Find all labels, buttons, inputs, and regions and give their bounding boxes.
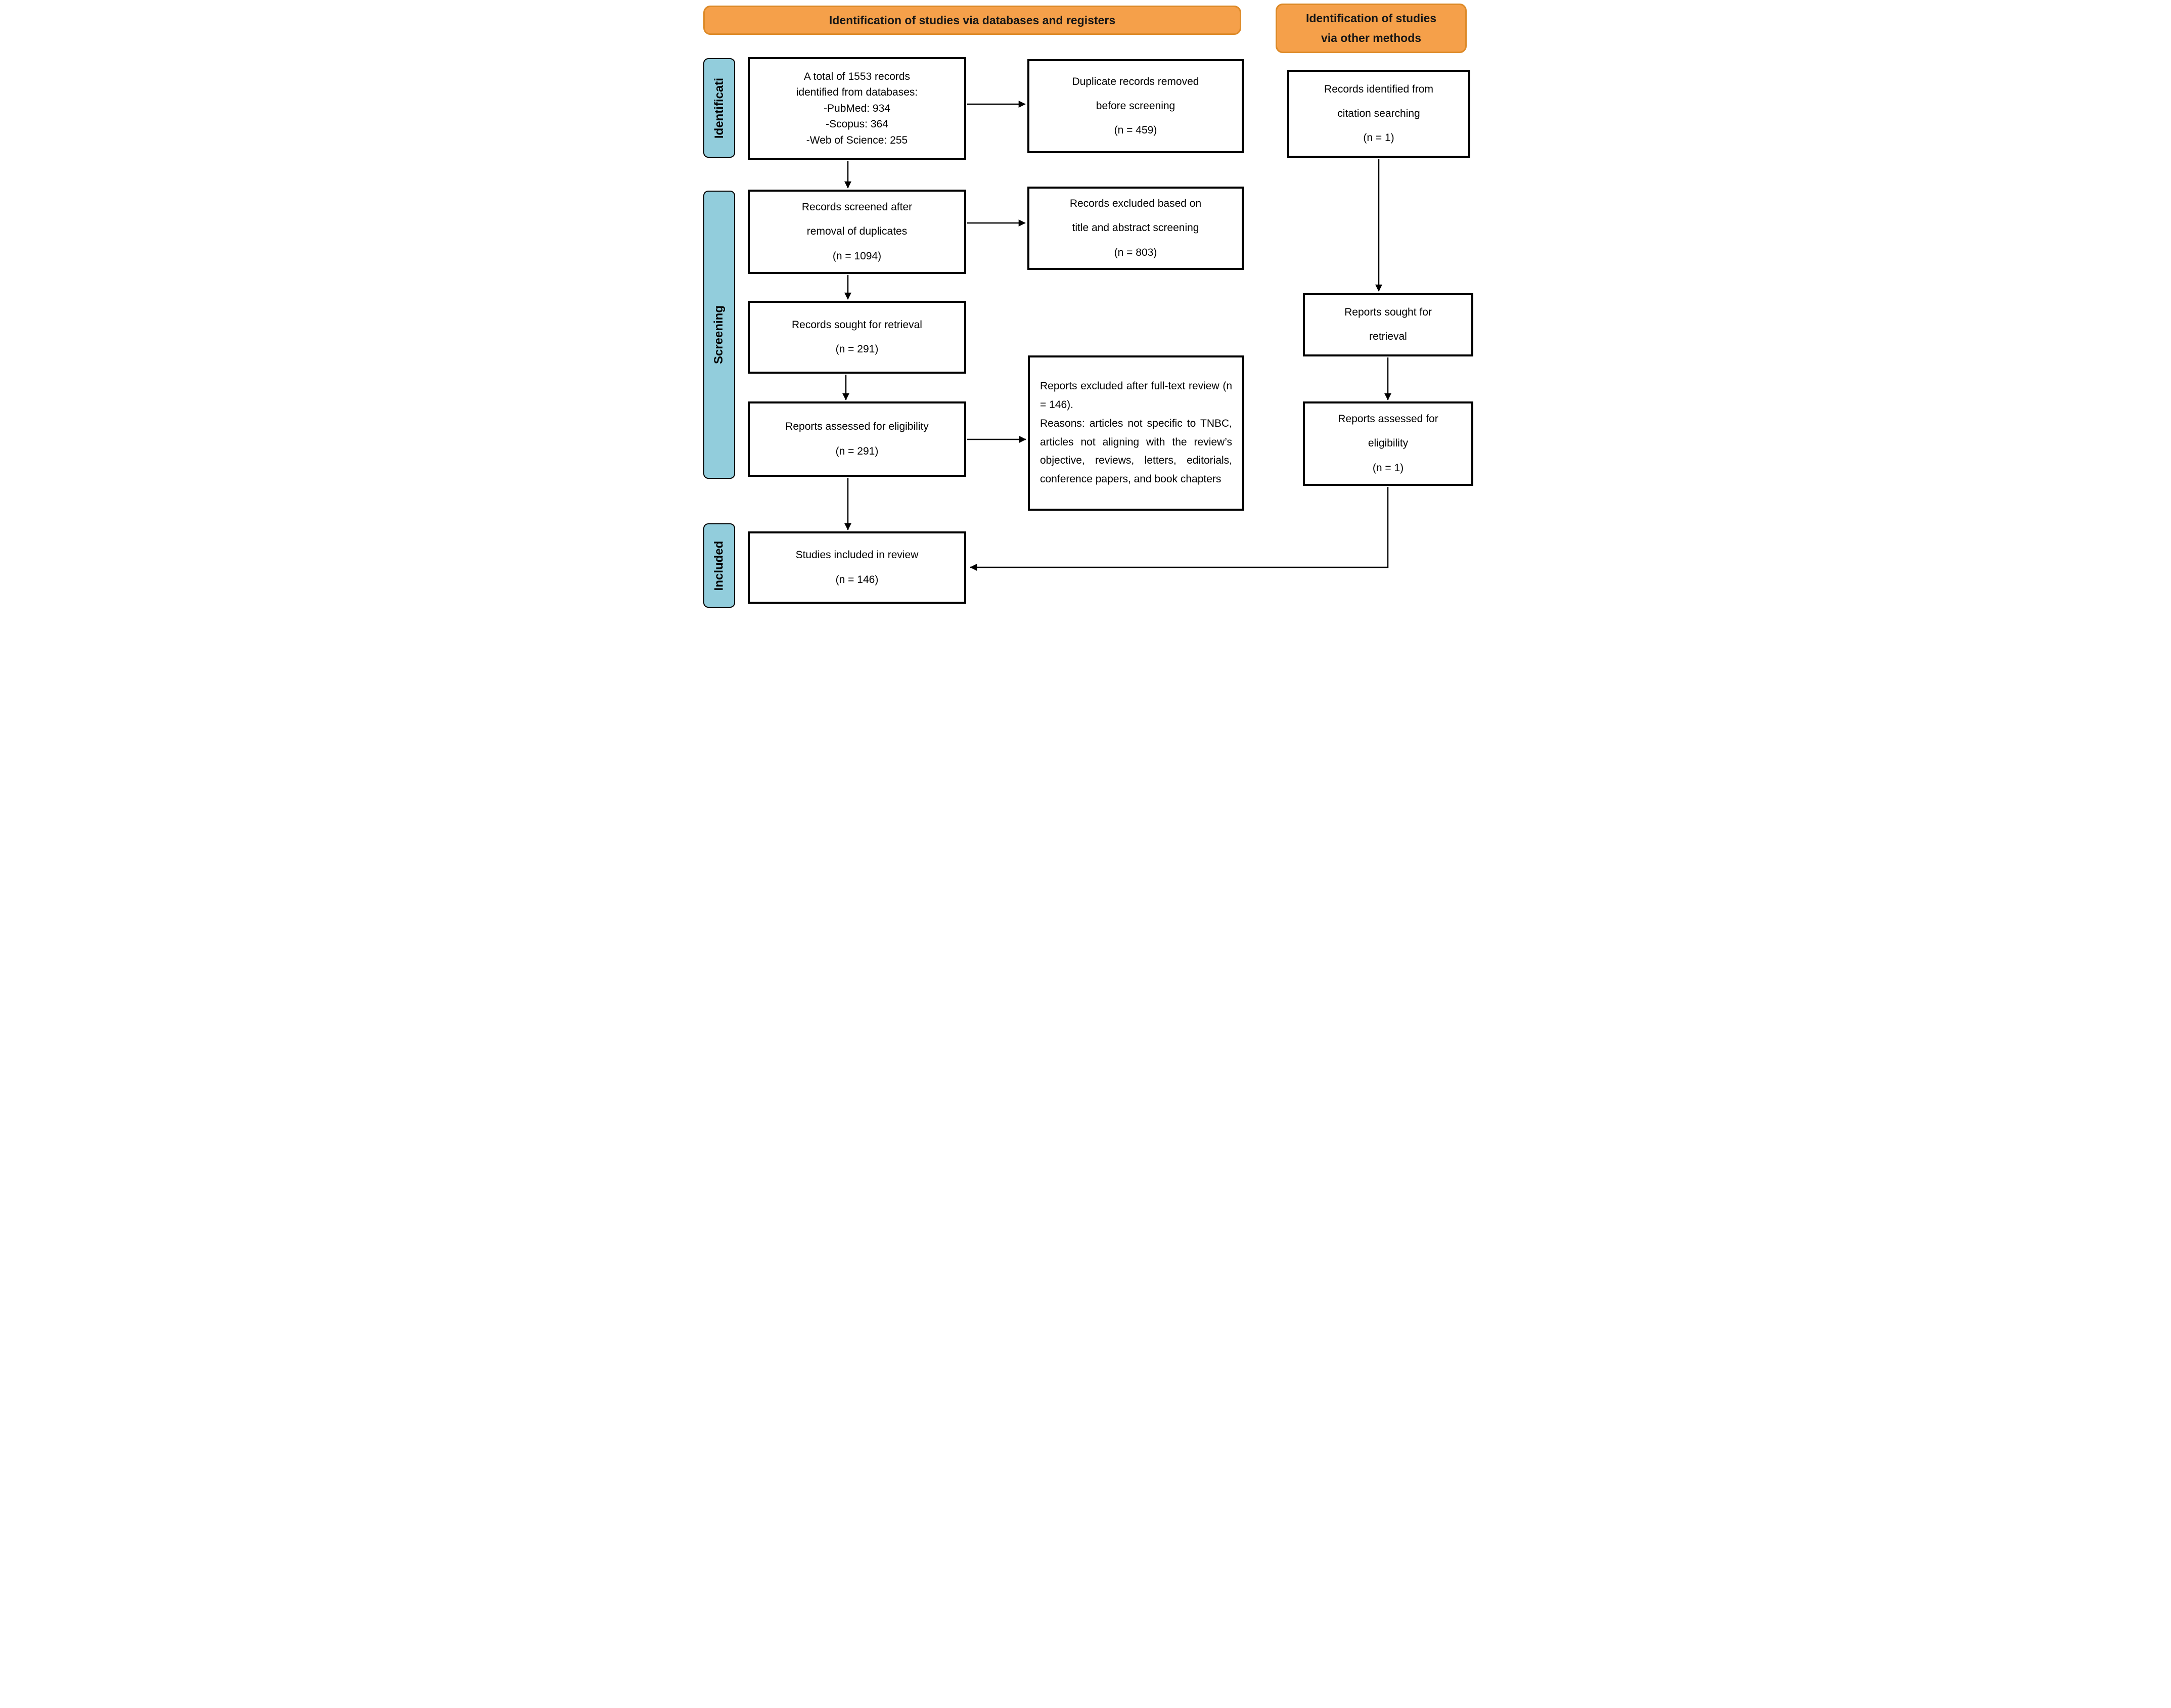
box-other-reports-sought <box>1303 293 1473 356</box>
text-line: (n = 1094) <box>832 250 882 262</box>
box-duplicates-removed <box>1027 59 1244 153</box>
box-reports-excluded-fulltext <box>1028 355 1244 511</box>
text-line: Records identified from <box>1324 83 1433 95</box>
prisma-flow-diagram <box>696 0 1475 616</box>
box-other-reports-assessed <box>1303 401 1473 486</box>
stage-screening-label: Screening <box>712 305 726 365</box>
text-line: before screening <box>1096 100 1175 112</box>
text-line: A total of 1553 records <box>803 70 911 82</box>
text-line: (n = 291) <box>835 445 879 457</box>
text-line: (n = 459) <box>1114 124 1157 137</box>
text-line: (n = 1) <box>1363 132 1394 144</box>
stage-included-label: Included <box>712 541 726 591</box>
box-other-records-identified <box>1287 70 1470 158</box>
text-line: Records screened after <box>801 201 913 213</box>
banner-other-methods-line2: via other methods <box>1321 31 1422 44</box>
text-line: Reports assessed for eligibility <box>785 421 929 433</box>
stage-identification <box>703 58 735 158</box>
banner-other-methods-line1: Identification of studies <box>1305 11 1437 25</box>
box-records-sought <box>748 301 966 374</box>
text-line: Records sought for retrieval <box>792 319 922 331</box>
text-line: citation searching <box>1337 107 1420 119</box>
text-line: Reports assessed for <box>1338 413 1438 425</box>
stage-identification-label: Identificati <box>712 77 726 139</box>
banner-databases-registers: Identification of studies via databases and registers <box>703 6 1241 35</box>
stage-included <box>703 523 735 608</box>
banner-other-methods <box>1276 4 1467 53</box>
text-paragraph: Reasons: articles not specific to TNBC, articles not aligning with the review’s objective, reviews, letters, editorials, conference papers, and book chapters <box>1040 417 1232 485</box>
box-reports-assessed <box>748 401 966 477</box>
text-line: identified from databases: <box>796 86 918 99</box>
text-line: (n = 1) <box>1372 462 1404 474</box>
box-records-excluded-title-abstract <box>1027 187 1244 270</box>
box-records-identified <box>748 57 966 160</box>
text-line: -PubMed: 934 <box>824 102 890 114</box>
text-line: title and abstract screening <box>1072 222 1199 234</box>
text-line: Duplicate records removed <box>1072 75 1199 87</box>
text-line: retrieval <box>1369 331 1407 342</box>
text-line: eligibility <box>1368 437 1409 450</box>
box-records-screened <box>748 190 966 274</box>
text-line: removal of duplicates <box>806 226 908 238</box>
text-line: -Web of Science: 255 <box>806 134 908 146</box>
stage-screening <box>703 191 735 479</box>
text-paragraph: Reports excluded after full-text review (n = 146). <box>1040 380 1232 411</box>
text-line: (n = 291) <box>835 343 879 355</box>
text-line: Reports sought for <box>1344 306 1432 318</box>
text-line: -Scopus: 364 <box>826 118 888 130</box>
box-studies-included <box>748 531 966 604</box>
text-line: (n = 803) <box>1114 246 1157 258</box>
text-line: Studies included in review <box>795 549 919 561</box>
text-line: (n = 146) <box>835 573 879 586</box>
text-line: Records excluded based on <box>1069 198 1202 210</box>
